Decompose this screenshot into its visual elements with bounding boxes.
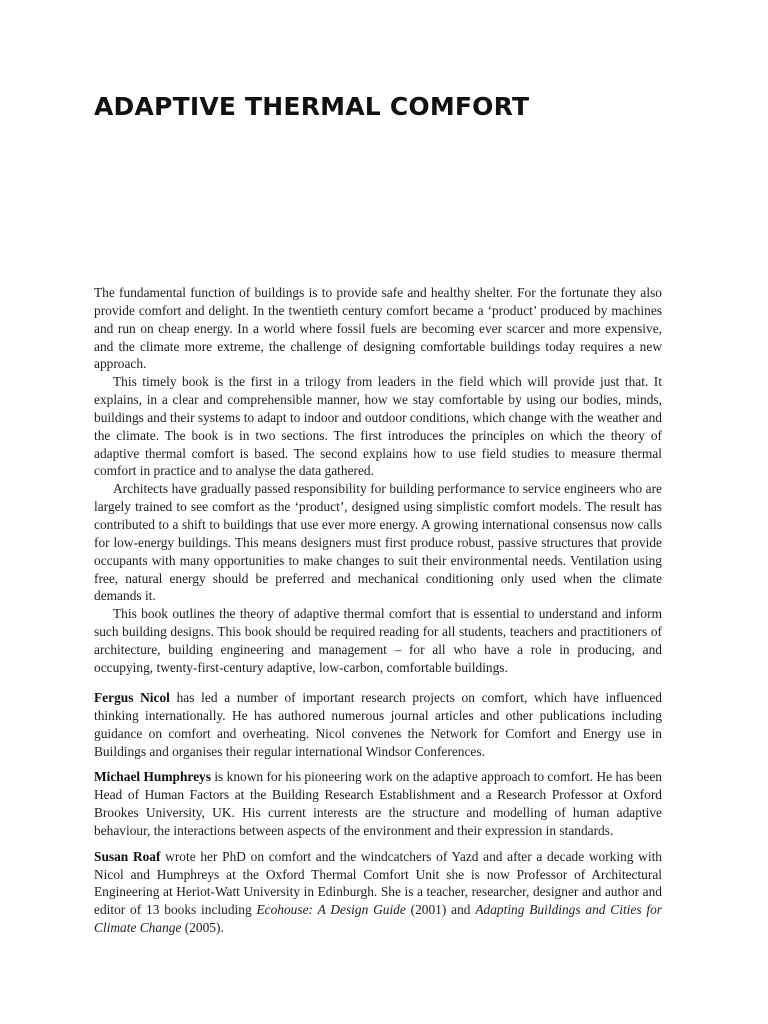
author-bio-text: wrote her PhD on comfort and the windcatchers of Yazd and after a decade working with Nicol and Humphreys at the Oxford Thermal Comfort Unit she is now Professor of Architectural Engineering at Heriot-Watt University in Edinburgh. She is a teacher, researcher, designer and author and editor of 13 books including	[94, 848, 662, 918]
book-title: ADAPTIVE THERMAL COMFORT	[94, 92, 530, 121]
author-bio-roaf	[94, 848, 662, 937]
author-bio-text: (2005).	[181, 920, 224, 936]
author-name: Michael Humphreys	[94, 769, 211, 785]
book-title-adapting-buildings: Adapting Buildings and Cities for Climate Change	[94, 902, 663, 936]
description-paragraph: The fundamental function of buildings is to provide safe and healthy shelter. For the fortunate they also provide comfort and delight. In the twentieth century comfort became a ‘product’ produced by machines and run on cheap energy. In a world where fossil fuels are becoming ever scarcer and more expensive, and the climate more extreme, the challenge of designing comfortable buildings today requires a new approach.	[94, 285, 662, 372]
author-name: Fergus Nicol	[94, 690, 170, 705]
author-bio-nicol	[94, 689, 662, 760]
description-paragraph: This book outlines the theory of adaptive thermal comfort that is essential to understand and inform such building designs. This book should be required reading for all students, teachers and practitioners of architecture, building engineering and management – for all who have a role in producing, and occupying, twenty-first-century adaptive, low-carbon, comfortable buildings.	[94, 606, 662, 675]
author-bio-humphreys	[94, 768, 662, 839]
description-paragraph: Architects have gradually passed responsibility for building performance to service engineers who are largely trained to see comfort as the ‘product’, designed using simplistic comfort models. The result has contributed to a shift to buildings that use ever more energy. A growing international consensus now calls for low-energy buildings. This means designers must first produce robust, passive structures that provide occupants with many opportunities to make changes to suit their environmental needs. Ventilation using free, natural energy should be preferred and mechanical conditioning only used when the climate demands it.	[94, 481, 662, 604]
book-description	[94, 284, 662, 677]
book-cover-page	[94, 0, 662, 1024]
book-title-ecohouse: Ecohouse: A Design Guide	[256, 902, 406, 918]
author-bio-text: (2001) and	[405, 902, 476, 918]
author-bio-text: has led a number of important research projects on comfort, which have influenced thinking internationally. He has authored numerous journal articles and other publications including guidance on comfort and overheating. Nicol convenes the Network for Comfort and Energy use in Buildings and organises their regular international Windsor Conferences.	[94, 690, 662, 759]
author-bio-text: is known for his pioneering work on the adaptive approach to comfort. He has been Head of Human Factors at the Building Research Establishment and a Research Professor at Oxford Brookes University, UK. His current interests are the structure and modelling of human adaptive behaviour, the interactions between aspects of the environment and their expression in standards.	[94, 769, 662, 838]
author-bios	[94, 689, 662, 945]
author-name: Susan Roaf	[94, 848, 161, 864]
description-paragraph: This timely book is the first in a trilogy from leaders in the field which will provide just that. It explains, in a clear and comprehensible manner, how we stay comfortable by using our bodies, minds, buildings and their systems to adapt to indoor and outdoor conditions, which change with the weather and the climate. The book is in two sections. The first introduces the principles on which the theory of adaptive thermal comfort is based. The second explains how to use field studies to measure thermal comfort in practice and to analyse the data gathered.	[94, 374, 662, 479]
